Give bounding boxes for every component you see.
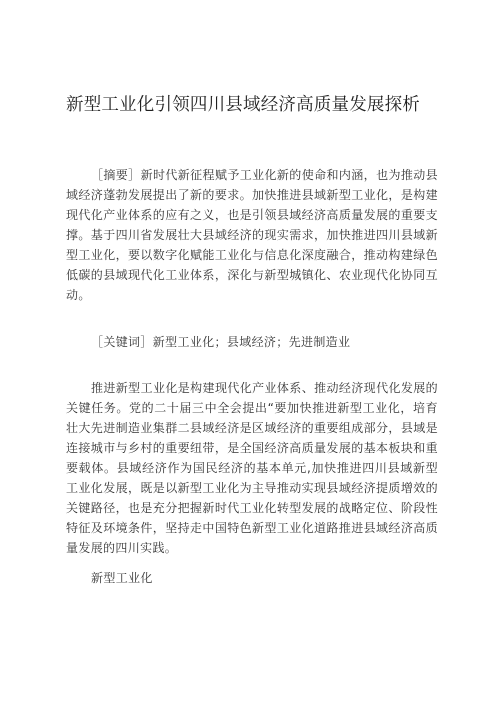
body-paragraph: 推进新型工业化是构建现代化产业体系、推动经济现代化发展的关键任务。党的二十届三中全会提出“要加快推进新型工业化，培育壮大先进制造业集群二县域经济是区域经济的重要组成部分，县域是连接城市与乡村的重要纽带，是全国经济高质量发展的基本板块和重要载体。县域经济作为国民经济的基本单元,加快推进四川县域新型工业化发展，既是以新型工业化为主导推动实现县域经济提质增效的关键路径，也是充分把握新时代工业化转型发展的战略定位、阶段性特征及环境条件，坚持走中国特色新型工业化道路推进县域经济高质量发展的四川实践。	[66, 381, 438, 555]
abstract-paragraph	[66, 165, 438, 305]
abstract-label: ［摘要］	[91, 168, 141, 182]
keywords-paragraph	[66, 332, 438, 352]
document-title: 新型工业化引领四川县域经济高质量发展探析	[66, 95, 420, 115]
section-heading: 新型工业化	[91, 571, 153, 585]
keywords-label: ［关键词］	[91, 335, 153, 349]
abstract-text: 新时代新征程赋予工业化新的使命和内涵，也为推动县域经济蓬勃发展提出了新的要求。加快推进县域新型工业化，是构建现代化产业体系的应有之义，也是引领县域经济高质量发展的重要支撑。基于四川省发展壮大县域经济的现实需求，加快推进四川县域新型工业化，要以数字化赋能工业化与信息化深度融合，推动构建绿色低碳的县域现代化工业体系，深化与新型城镇化、农业现代化协同互动。	[66, 168, 438, 302]
keywords-text: 新型工业化；县域经济；先进制造业	[152, 335, 351, 349]
